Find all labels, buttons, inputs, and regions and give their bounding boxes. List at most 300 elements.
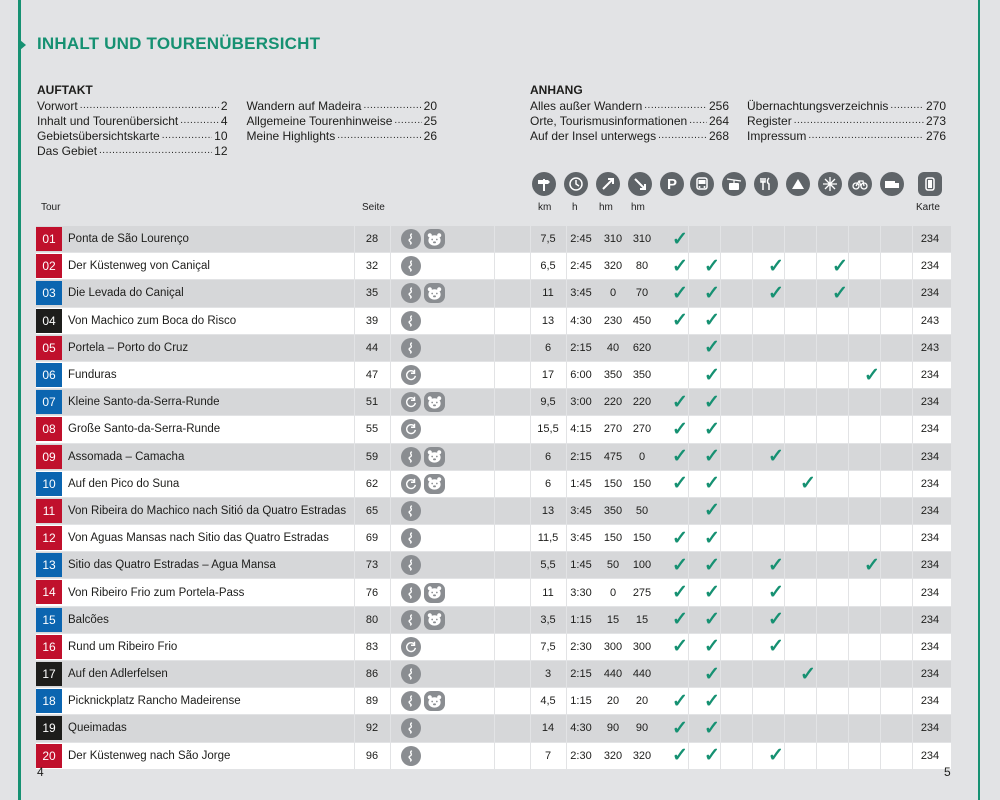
column-separator	[784, 634, 785, 660]
column-separator	[688, 253, 689, 279]
column-separator	[816, 525, 817, 551]
tour-row[interactable]	[36, 607, 951, 634]
column-separator	[720, 661, 721, 687]
column-separator	[720, 416, 721, 442]
toc-anhang-col1	[530, 99, 729, 144]
tour-h: 1:45	[570, 477, 592, 490]
tour-page: 39	[365, 314, 379, 327]
tour-row[interactable]	[36, 444, 951, 471]
tour-row[interactable]	[36, 552, 951, 579]
check-icon: ✓	[672, 554, 688, 576]
tour-number-badge: 09	[36, 445, 62, 469]
tour-row[interactable]	[36, 308, 951, 335]
tour-down: 320	[632, 749, 652, 762]
tour-row[interactable]	[36, 416, 951, 443]
check-icon: ✓	[704, 527, 720, 549]
tour-name: Queimadas	[68, 722, 127, 735]
column-separator	[390, 226, 391, 252]
tour-number-badge: 06	[36, 363, 62, 387]
linear-route-icon	[401, 583, 421, 603]
tour-km: 6	[544, 450, 552, 463]
column-separator	[848, 416, 849, 442]
tour-number-badge: 17	[36, 662, 62, 686]
check-icon: ✓	[768, 282, 784, 304]
tour-page: 59	[365, 450, 379, 463]
column-separator	[494, 661, 495, 687]
tour-up: 320	[603, 260, 623, 273]
check-icon: ✓	[768, 255, 784, 277]
tour-h: 2:30	[570, 640, 592, 653]
column-separator	[752, 362, 753, 388]
column-separator	[752, 280, 753, 306]
tour-type-icons	[401, 607, 445, 633]
tour-page: 47	[365, 369, 379, 382]
tour-up: 440	[603, 668, 623, 681]
column-separator	[880, 335, 881, 361]
toc-entry-label: Orte, Tourismusinformationen	[530, 114, 688, 128]
column-separator	[752, 661, 753, 687]
tour-down: 620	[632, 341, 652, 354]
tour-h: 6:00	[570, 369, 592, 382]
column-separator	[390, 253, 391, 279]
tour-km: 11,5	[537, 532, 559, 545]
toc-entry[interactable]	[530, 129, 729, 144]
tour-up: 90	[606, 722, 620, 735]
toc-entry-page: 20	[423, 99, 437, 113]
check-icon: ✓	[672, 228, 688, 250]
tour-up: 40	[606, 341, 620, 354]
tour-up: 15	[606, 613, 620, 626]
linear-route-icon	[401, 664, 421, 684]
tour-row[interactable]	[36, 498, 951, 525]
tour-h: 2:15	[570, 668, 592, 681]
column-separator	[720, 280, 721, 306]
tour-name: Auf den Pico do Suna	[68, 477, 180, 490]
check-icon: ✓	[672, 609, 688, 631]
tour-type-icons	[401, 525, 424, 551]
tour-up: 270	[603, 423, 623, 436]
title-marker	[20, 40, 26, 50]
tour-page: 80	[365, 613, 379, 626]
tour-km: 17	[541, 369, 555, 382]
toc-entry[interactable]	[747, 99, 946, 114]
check-icon: ✓	[800, 663, 816, 685]
column-separator	[390, 362, 391, 388]
column-separator	[784, 525, 785, 551]
tour-km: 7,5	[540, 233, 556, 246]
check-icon: ✓	[704, 500, 720, 522]
toc-entry-page: 12	[214, 144, 228, 158]
tour-down: 50	[635, 504, 649, 517]
tour-map-page: 234	[920, 369, 940, 382]
column-separator	[784, 253, 785, 279]
tour-type-icons	[401, 471, 445, 497]
column-separator	[816, 389, 817, 415]
check-icon: ✓	[832, 255, 848, 277]
tour-table	[36, 226, 951, 770]
column-separator	[784, 308, 785, 334]
column-separator	[816, 253, 817, 279]
page-number-left: 4	[37, 765, 44, 779]
column-separator	[784, 607, 785, 633]
tour-map-page: 234	[920, 450, 940, 463]
toc-entry-page: 26	[423, 129, 437, 143]
column-separator	[494, 362, 495, 388]
column-separator	[880, 389, 881, 415]
family-friendly-icon	[424, 474, 445, 494]
winter-icon	[818, 172, 842, 196]
tour-map-page: 243	[920, 341, 940, 354]
col-header-h: h	[572, 202, 578, 213]
tour-type-icons	[401, 389, 445, 415]
column-separator	[688, 607, 689, 633]
tour-h: 4:30	[570, 314, 592, 327]
column-separator	[880, 226, 881, 252]
column-separator	[848, 743, 849, 769]
toc-entry-label: Wandern auf Madeira	[246, 99, 362, 113]
tour-row[interactable]	[36, 389, 951, 416]
column-separator	[848, 444, 849, 470]
tour-number-badge: 03	[36, 281, 62, 305]
column-separator	[390, 471, 391, 497]
tour-km: 7	[544, 749, 552, 762]
tour-type-icons	[401, 416, 424, 442]
column-separator	[816, 688, 817, 714]
check-icon: ✓	[672, 418, 688, 440]
column-separator	[494, 444, 495, 470]
column-separator	[720, 634, 721, 660]
tour-row[interactable]	[36, 280, 951, 307]
column-separator	[880, 607, 881, 633]
column-separator	[848, 389, 849, 415]
tour-page: 65	[365, 504, 379, 517]
check-icon: ✓	[864, 364, 880, 386]
tour-down: 80	[635, 260, 649, 273]
page-number-right: 5	[944, 765, 951, 779]
tour-row[interactable]	[36, 688, 951, 715]
column-separator	[848, 661, 849, 687]
column-separator	[880, 308, 881, 334]
loop-route-icon	[401, 419, 421, 439]
column-separator	[784, 688, 785, 714]
column-separator	[784, 498, 785, 524]
column-separator	[880, 444, 881, 470]
column-separator	[688, 715, 689, 741]
column-separator	[390, 634, 391, 660]
column-separator	[848, 525, 849, 551]
column-separator	[390, 498, 391, 524]
toc-entry-label: Inhalt und Tourenübersicht	[37, 114, 179, 128]
toc-leader-dots	[890, 99, 924, 114]
tour-type-icons	[401, 308, 424, 334]
check-icon: ✓	[704, 337, 720, 359]
tour-row[interactable]	[36, 743, 951, 770]
column-separator	[880, 471, 881, 497]
tour-map-page: 234	[920, 722, 940, 735]
loop-route-icon	[401, 474, 421, 494]
toc-entry[interactable]	[37, 144, 228, 159]
column-separator	[752, 416, 753, 442]
column-separator	[784, 579, 785, 605]
cable-car-icon	[722, 172, 746, 196]
check-icon: ✓	[704, 636, 720, 658]
toc-leader-dots	[180, 114, 219, 129]
column-separator	[816, 308, 817, 334]
column-separator	[494, 525, 495, 551]
tour-map-page: 234	[920, 586, 940, 599]
column-separator	[848, 498, 849, 524]
toc-entry[interactable]	[530, 114, 729, 129]
page-left-edge	[18, 0, 21, 800]
column-separator	[880, 362, 881, 388]
tour-down: 15	[635, 613, 649, 626]
tour-type-icons	[401, 226, 445, 252]
toc-entry[interactable]	[247, 114, 438, 129]
tour-km: 9,5	[540, 396, 556, 409]
tour-row[interactable]	[36, 471, 951, 498]
column-separator	[816, 226, 817, 252]
tour-row[interactable]	[36, 253, 951, 280]
column-separator	[752, 335, 753, 361]
tour-row[interactable]	[36, 525, 951, 552]
tour-name: Ponta de São Lourenço	[68, 233, 189, 246]
toc-entry-label: Meine Highlights	[246, 129, 336, 143]
column-separator	[784, 226, 785, 252]
column-separator	[720, 498, 721, 524]
column-separator	[880, 715, 881, 741]
toc-entry-page: 25	[423, 114, 437, 128]
tour-down: 150	[632, 532, 652, 545]
check-icon: ✓	[672, 446, 688, 468]
bus-icon	[690, 172, 714, 196]
tour-type-icons	[401, 253, 424, 279]
tour-row[interactable]	[36, 226, 951, 253]
toc-leader-dots	[794, 114, 924, 129]
tour-down: 100	[632, 559, 652, 572]
tour-type-icons	[401, 444, 445, 470]
toc-entry-page: 264	[708, 114, 729, 128]
column-separator	[390, 525, 391, 551]
tour-map-page: 234	[920, 559, 940, 572]
col-header-karte: Karte	[916, 202, 940, 213]
tour-map-page: 234	[920, 532, 940, 545]
linear-route-icon	[401, 501, 421, 521]
column-separator	[880, 552, 881, 578]
toc-entry[interactable]	[747, 129, 946, 144]
toc-leader-dots	[808, 129, 924, 144]
column-separator	[390, 715, 391, 741]
column-separator	[720, 552, 721, 578]
column-separator	[688, 743, 689, 769]
column-separator	[720, 715, 721, 741]
check-icon: ✓	[704, 282, 720, 304]
column-separator	[848, 552, 849, 578]
column-separator	[752, 634, 753, 660]
tour-name: Assomada – Camacha	[68, 450, 185, 463]
tour-number-badge: 05	[36, 336, 62, 360]
tour-km: 3,5	[540, 613, 556, 626]
column-separator	[688, 498, 689, 524]
toc-entry-label: Übernachtungsverzeichnis	[747, 99, 889, 113]
column-separator	[494, 226, 495, 252]
column-separator	[880, 253, 881, 279]
toc-entry[interactable]	[247, 99, 438, 114]
loop-route-icon	[401, 365, 421, 385]
column-separator	[848, 253, 849, 279]
check-icon: ✓	[672, 282, 688, 304]
tour-name: Sitio das Quatro Estradas – Agua Mansa	[68, 559, 276, 572]
column-separator	[494, 552, 495, 578]
toc-anhang-heading: ANHANG	[530, 83, 583, 97]
toc-entry[interactable]	[530, 99, 729, 114]
tour-page: 96	[365, 749, 379, 762]
tour-up: 320	[603, 749, 623, 762]
family-friendly-icon	[424, 392, 445, 412]
tour-number-badge: 15	[36, 608, 62, 632]
tour-row[interactable]	[36, 335, 951, 362]
check-icon: ✓	[768, 554, 784, 576]
col-header-hm-down: hm	[631, 202, 645, 213]
tour-number-badge: 20	[36, 744, 62, 768]
tour-map-page: 234	[920, 613, 940, 626]
toc-leader-dots	[99, 144, 212, 159]
column-separator	[816, 579, 817, 605]
column-separator	[688, 389, 689, 415]
tour-map-page: 234	[920, 504, 940, 517]
toc-auftakt-heading: AUFTAKT	[37, 83, 93, 97]
tour-number-badge: 04	[36, 309, 62, 333]
descent-icon	[628, 172, 652, 196]
check-icon: ✓	[672, 310, 688, 332]
column-separator	[390, 335, 391, 361]
column-separator	[752, 389, 753, 415]
column-separator	[494, 607, 495, 633]
tour-row[interactable]	[36, 634, 951, 661]
column-separator	[752, 552, 753, 578]
toc-entry-page: 10	[214, 129, 228, 143]
check-icon: ✓	[704, 690, 720, 712]
column-separator	[390, 743, 391, 769]
tour-number-badge: 01	[36, 227, 62, 251]
column-separator	[784, 280, 785, 306]
check-icon: ✓	[672, 636, 688, 658]
column-separator	[880, 661, 881, 687]
check-icon: ✓	[672, 391, 688, 413]
column-separator	[688, 579, 689, 605]
check-icon: ✓	[704, 391, 720, 413]
tour-name: Portela – Porto do Cruz	[68, 341, 189, 354]
tour-name: Von Ribeira do Machico nach Sitió da Quatro Estradas	[68, 504, 347, 517]
column-separator	[784, 362, 785, 388]
summit-icon	[786, 172, 810, 196]
linear-route-icon	[401, 555, 421, 575]
tour-name: Auf den Adlerfelsen	[68, 668, 168, 681]
tour-number-badge: 02	[36, 254, 62, 278]
column-separator	[688, 661, 689, 687]
column-separator	[848, 579, 849, 605]
tour-number-badge: 07	[36, 390, 62, 414]
tour-page: 32	[365, 260, 379, 273]
toc-entry[interactable]	[247, 129, 438, 144]
tour-down: 0	[638, 450, 646, 463]
tour-up: 220	[603, 396, 623, 409]
tour-row[interactable]	[36, 362, 951, 389]
tour-page: 28	[365, 233, 379, 246]
column-separator	[390, 280, 391, 306]
column-separator	[688, 525, 689, 551]
column-separator	[848, 308, 849, 334]
tour-row[interactable]	[36, 661, 951, 688]
column-separator	[390, 552, 391, 578]
tour-type-icons	[401, 552, 424, 578]
tour-page: 55	[365, 423, 379, 436]
tour-page: 44	[365, 341, 379, 354]
toc-entry[interactable]	[37, 114, 228, 129]
tour-down: 300	[632, 640, 652, 653]
column-separator	[390, 688, 391, 714]
column-separator	[688, 335, 689, 361]
toc-anhang-col2	[747, 99, 946, 144]
tour-up: 50	[606, 559, 620, 572]
tour-up: 350	[603, 504, 623, 517]
column-separator	[752, 471, 753, 497]
column-separator	[688, 362, 689, 388]
tour-name: Rund um Ribeiro Frio	[68, 640, 178, 653]
check-icon: ✓	[768, 609, 784, 631]
col-header-tour: Tour	[41, 202, 61, 213]
column-separator	[816, 280, 817, 306]
column-separator	[390, 579, 391, 605]
tour-number-badge: 11	[36, 499, 62, 523]
column-separator	[880, 743, 881, 769]
tour-row[interactable]	[36, 579, 951, 606]
tour-up: 0	[609, 586, 617, 599]
column-separator	[688, 416, 689, 442]
toc-leader-dots	[394, 114, 421, 129]
toc-entry[interactable]	[747, 114, 946, 129]
tour-up: 310	[603, 233, 623, 246]
check-icon: ✓	[672, 745, 688, 767]
guesthouse-icon	[880, 172, 904, 196]
toc-entry[interactable]	[37, 129, 228, 144]
tour-page: 35	[365, 287, 379, 300]
linear-route-icon	[401, 610, 421, 630]
tour-row[interactable]	[36, 715, 951, 742]
family-friendly-icon	[424, 610, 445, 630]
map-icon	[918, 172, 942, 196]
column-separator	[494, 280, 495, 306]
column-separator	[784, 389, 785, 415]
tour-map-page: 243	[920, 314, 940, 327]
tour-page: 86	[365, 668, 379, 681]
column-separator	[848, 280, 849, 306]
tour-name: Kleine Santo-da-Serra-Runde	[68, 396, 220, 409]
parking-icon	[660, 172, 684, 196]
toc-entry[interactable]	[37, 99, 228, 114]
column-separator	[494, 743, 495, 769]
column-separator	[720, 308, 721, 334]
column-separator	[720, 362, 721, 388]
column-separator	[816, 634, 817, 660]
column-icon-row	[0, 172, 1000, 198]
column-separator	[752, 607, 753, 633]
tour-km: 3	[544, 668, 552, 681]
family-friendly-icon	[424, 583, 445, 603]
column-separator	[494, 416, 495, 442]
tour-h: 2:15	[570, 450, 592, 463]
toc-auftakt-col2	[247, 99, 438, 159]
col-header-km: km	[538, 202, 552, 213]
